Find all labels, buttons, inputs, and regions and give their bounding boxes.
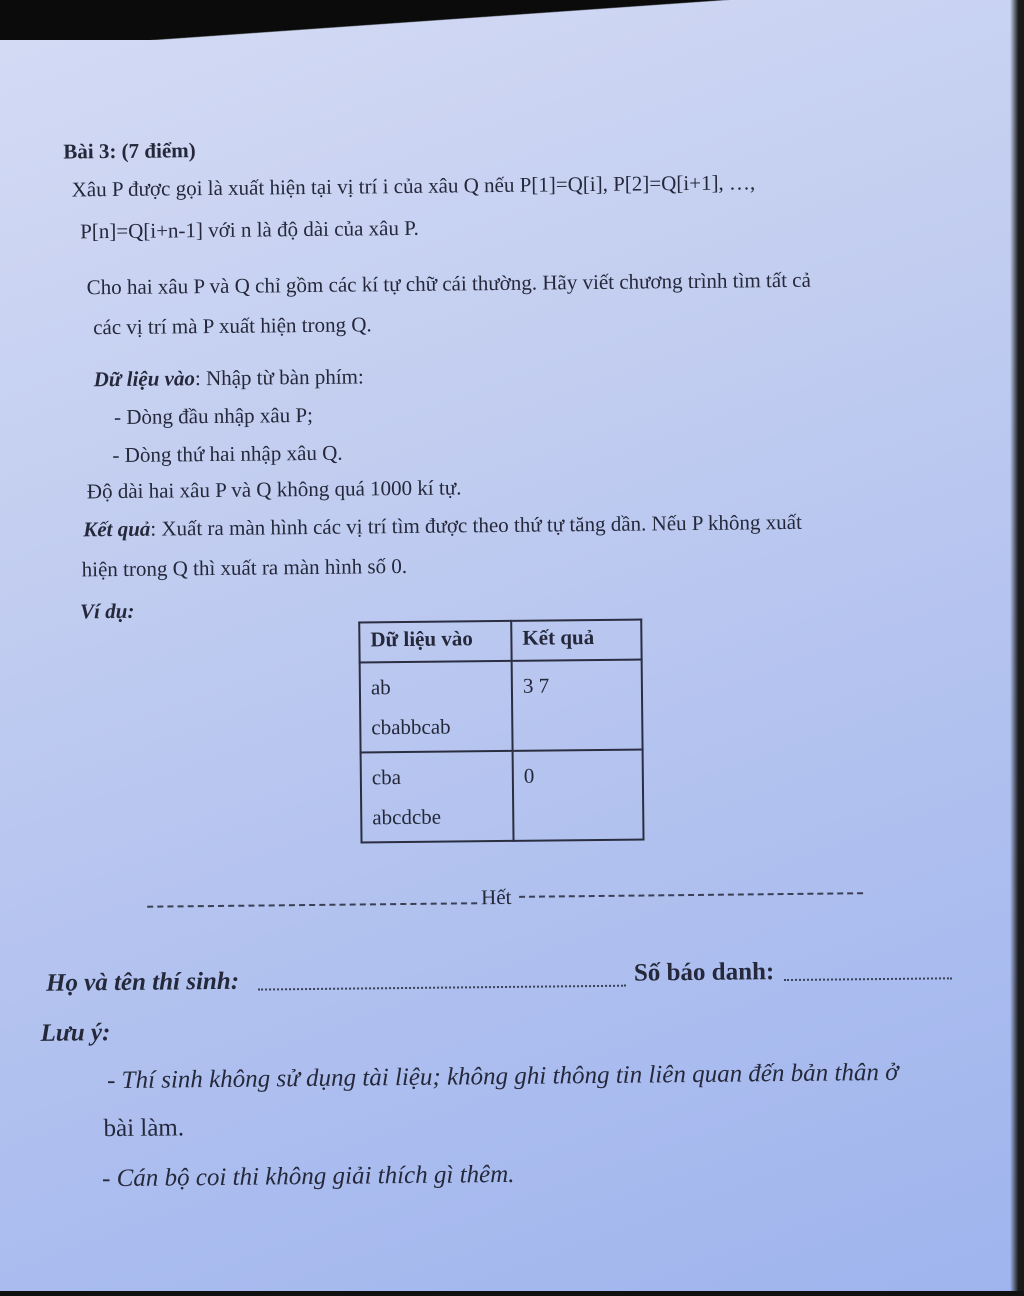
table-cell-input [360,661,513,753]
output-spec-line-1 [83,509,802,543]
output-label: Kết quả [83,516,151,542]
example-label: Ví dụ: [79,598,135,624]
table-cell-output: 3 7 [512,660,643,751]
table-cell-input [361,751,514,843]
input-string-p: ab [370,675,391,700]
candidate-number-label: Số báo danh: [633,958,775,987]
input-label: Dữ liệu vào [93,366,196,392]
table-header-row [359,620,641,663]
note-2: - Cán bộ coi thi không giải thích gì thêm. [101,1160,515,1193]
note-1-line-2: bài làm. [103,1114,185,1143]
table-header-output: Kết quả [511,620,641,661]
input-spec [94,363,364,392]
task-line-1: Cho hai xâu P và Q chỉ gồm các kí tự chữ cái thường. Hãy viết chương trình tìm tất cả [86,267,811,300]
input-item-1: - Dòng đầu nhập xâu P; [113,402,314,430]
input-string-p: cba [371,765,402,790]
candidate-name-field [258,985,626,991]
input-string-q: cbabbcab [371,714,451,740]
candidate-name-label: Họ và tên thí sinh: [45,967,240,997]
input-text: : Nhập từ bàn phím: [194,364,364,391]
definition-line-1: Xâu P được gọi là xuất hiện tại vị trí i của xâu Q nếu P[1]=Q[i], P[2]=Q[i+1], …, [71,170,756,202]
candidate-number-field [784,977,952,981]
end-divider-left [147,902,477,907]
end-marker: Hết [480,884,512,910]
table-cell-output: 0 [513,750,644,841]
input-string-q: abcdcbe [372,804,442,830]
output-spec-line-2: hiện trong Q thì xuất ra màn hình số 0. [81,553,408,582]
task-line-2: các vị trí mà P xuất hiện trong Q. [92,312,372,340]
problem-title: Bài 3: (7 điểm) [63,138,196,164]
example-table [358,619,644,844]
table-row [361,750,644,843]
definition-line-2: P[n]=Q[i+n-1] với n là độ dài của xâu P. [79,215,419,244]
note-1-line-1: - Thí sinh không sử dụng tài liệu; không ghi thông tin liên quan đến bản thân ở [106,1058,899,1095]
output-text: : Xuất ra màn hình các vị trí tìm được theo thứ tự tăng dần. Nếu P không xuất [150,509,803,541]
input-item-2: - Dòng thứ hai nhập xâu Q. [112,440,343,468]
note-label: Lưu ý: [40,1019,111,1047]
table-header-input: Dữ liệu vào [359,621,511,663]
table-row [360,660,643,753]
length-note: Độ dài hai xâu P và Q không quá 1000 kí tự. [86,475,462,504]
end-divider-right [519,892,863,898]
